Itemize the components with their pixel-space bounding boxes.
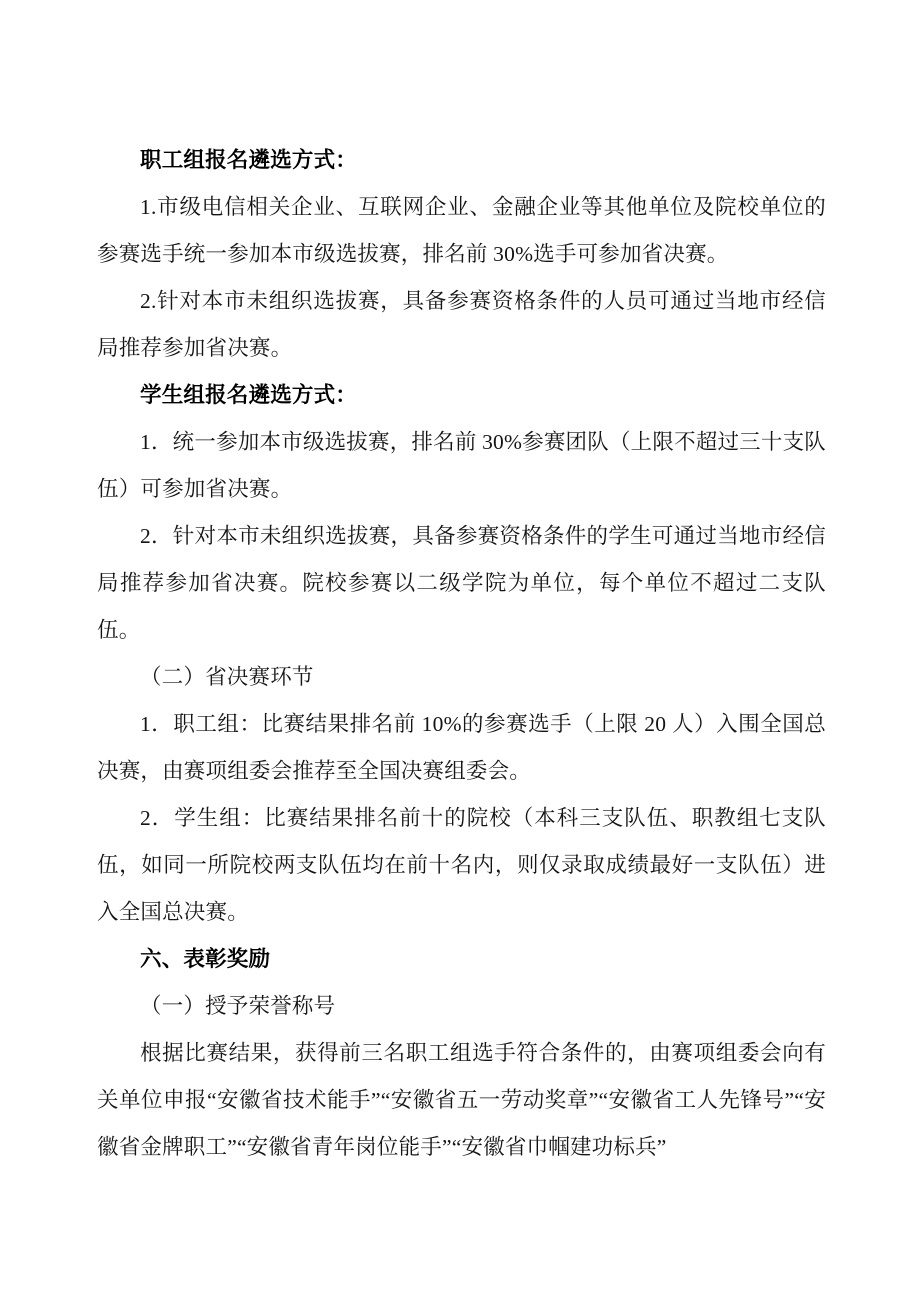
para-province-final-worker: 1．职工组：比赛结果排名前 10%的参赛选手（上限 20 人）入围全国总决赛，由赛项组委会推荐至全国决赛组委会。 [97,712,826,783]
subheading-honor-titles: （一）授予荣誉称号 [140,994,336,1018]
heading-student-group-selection: 学生组报名遴选方式： [140,383,358,407]
document-content [97,137,826,1171]
para-worker-selection-rule-2: 2.针对本市未组织选拔赛，具备参赛资格条件的人员可通过当地市经信局推荐参加省决赛。 [97,289,826,360]
heading-commendation-awards: 六、表彰奖励 [140,947,271,971]
para-province-final-student: 2．学生组：比赛结果排名前十的院校（本科三支队伍、职教组七支队伍，如同一所院校两支队伍均在前十名内，则仅录取成绩最好一支队伍）进入全国总决赛。 [97,806,826,924]
para-honor-titles-detail: 根据比赛结果，获得前三名职工组选手符合条件的，由赛项组委会向有关单位申报“安徽省技术能手”“安徽省五一劳动奖章”“安徽省工人先锋号”“安徽省金牌职工”“安徽省青年岗位能手”“安徽省巾帼建功标兵” [97,1041,826,1159]
para-worker-selection-rule-1: 1.市级电信相关企业、互联网企业、金融企业等其他单位及院校单位的参赛选手统一参加本市级选拔赛，排名前 30%选手可参加省决赛。 [97,195,826,266]
para-student-selection-rule-1: 1．统一参加本市级选拔赛，排名前 30%参赛团队（上限不超过三十支队伍）可参加省决赛。 [97,430,826,501]
heading-worker-group-selection: 职工组报名遴选方式： [140,148,358,172]
para-student-selection-rule-2: 2．针对本市未组织选拔赛，具备参赛资格条件的学生可通过当地市经信局推荐参加省决赛。院校参赛以二级学院为单位，每个单位不超过二支队伍。 [97,524,826,642]
subheading-province-final-stage: （二）省决赛环节 [140,665,314,689]
